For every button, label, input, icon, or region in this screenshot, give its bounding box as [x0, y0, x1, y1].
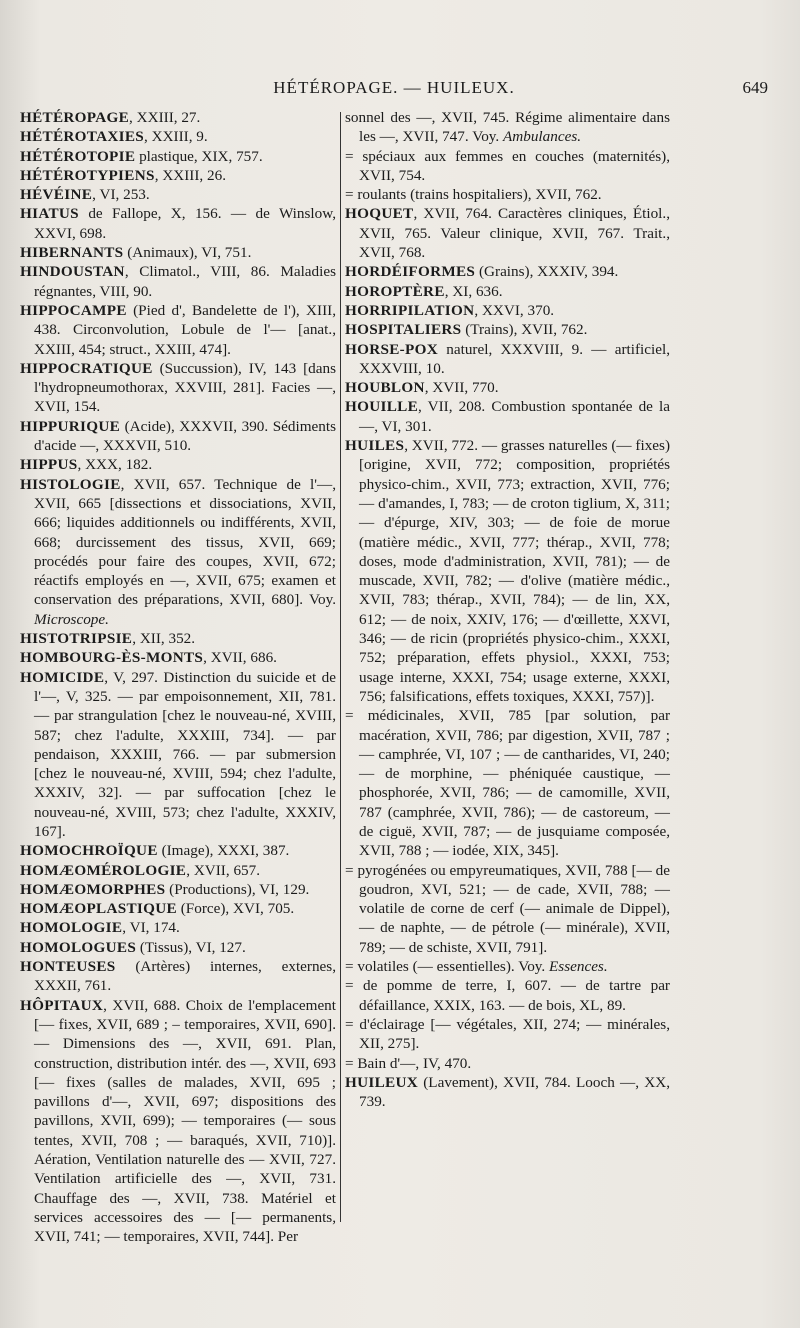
entry-text: (Succussion), IV, 143 [dans l'hydropneumothorax, XXVIII, 281]. Facies —, XVII, 154.	[34, 359, 336, 416]
entry-text: , VI, 174.	[122, 919, 180, 937]
page-header	[20, 78, 768, 100]
index-entry	[345, 397, 670, 436]
index-entry	[20, 861, 336, 880]
entry-headword: HOMICIDE	[20, 668, 105, 686]
entry-text: = spéciaux aux femmes en couches (maternités), XVII, 754.	[345, 147, 670, 184]
entry-text: (Artères) internes, externes, XXXII, 761.	[34, 958, 336, 995]
entry-text: , XI, 636.	[444, 282, 503, 300]
index-entry	[345, 320, 670, 339]
index-entry	[20, 880, 336, 899]
entry-text: , XVII, 686.	[203, 649, 277, 667]
page-number: 649	[742, 78, 768, 97]
index-entry	[20, 185, 336, 204]
index-entry	[345, 976, 670, 1015]
entry-text: , XII, 352.	[132, 630, 196, 648]
index-entry	[345, 1073, 670, 1112]
entry-text: = Bain d'—, IV, 470.	[345, 1054, 472, 1072]
index-entry	[20, 841, 336, 860]
entry-headword: HIPPURIQUE	[20, 417, 121, 435]
entry-headword: HORSE-POX	[345, 340, 438, 358]
entry-text: , V, 297. Distinction du suicide et de l'—, V, 325. — par empoisonnement, XII, 781. — par strangulation [chez le nouveau-né, XVIII, 587; chez l'adulte, XXXIII, 734]. — par pendaison, XXXIII, 766. — par submersion [chez le nouveau-né, XVIII, 594; chez l'adulte, XXXIV, 32]. — par suffocation [chez le nouveau-né, XVIII, 573; chez l'adulte, XXXIV, 167].	[34, 668, 336, 840]
index-entry	[20, 359, 336, 417]
index-entry	[345, 957, 670, 976]
entry-cross-reference: Microscope.	[34, 610, 109, 628]
entry-text: , XXIII, 26.	[154, 166, 226, 184]
entry-headword: HIATUS	[20, 205, 79, 223]
entry-headword: HUILEUX	[345, 1073, 418, 1091]
entry-headword: HÔPITAUX	[20, 996, 104, 1014]
index-entry	[20, 417, 336, 456]
entry-headword: HÉVÉINE	[20, 186, 93, 204]
entry-text: = médicinales, XVII, 785 [par solution, par macération, XVII, 786; par digestion, XVII, 787 ; — camphrée, VI, 107 ; — de cantharides, VI, 240; — de morphine, — phéniquée caustique, — phosphorée, XVII, 786; — de camomille, XVII, 787 (camphrée, XVII, 786); — de castoreum, — de ciguë, XVII, 787; — de jusquiame composée, XVII, 788 ; — iodée, XIX, 345].	[345, 707, 670, 860]
index-entry	[345, 1054, 670, 1073]
entry-text: , XVII, 657. Technique de l'—, XVII, 665 [dissections et dissociations, XVII, 666; liquides additionnels ou indifférents, XVII, 668; durcissement des tissus, XVII, 669; procédés pour faire des coupes, XVII, 672; réactifs employés en —, XVII, 675; examen et conservation des préparations, XVII, 680]. Voy.	[34, 475, 336, 609]
entry-headword: HÉTÉROPAGE	[20, 109, 130, 126]
entry-text: = d'éclairage [— végétales, XII, 274; — minérales, XII, 275].	[345, 1015, 670, 1053]
entry-headword: HOUILLE	[345, 398, 418, 416]
index-entry	[20, 996, 336, 1247]
entry-headword: HOMÆOMORPHES	[20, 880, 166, 898]
entry-cross-reference: Ambulances.	[503, 128, 582, 146]
entry-text: , XXIII, 9.	[144, 128, 208, 146]
entry-headword: HOROPTÈRE	[345, 282, 445, 300]
entry-headword: HIPPUS	[20, 456, 78, 474]
entry-text: plastique, XIX, 757.	[135, 147, 263, 165]
entry-text: de Fallope, X, 156. — de Winslow, XXVI, 698.	[34, 205, 336, 242]
entry-headword: HÉTÉROTOPIE	[20, 147, 136, 165]
index-entry	[20, 108, 336, 127]
index-entry	[345, 147, 670, 186]
entry-text: naturel, XXXVIII, 9. — artificiel, XXXVIII, 10.	[359, 340, 670, 377]
entry-cross-reference: Essences.	[549, 958, 608, 976]
entry-text: (Force), XVI, 705.	[176, 900, 295, 918]
entry-headword: HÉTÉROTAXIES	[20, 128, 145, 146]
index-entry	[20, 957, 336, 996]
running-head: HÉTÉROPAGE. — HUILEUX.	[273, 78, 515, 97]
entry-text: , XXIII, 27.	[129, 109, 201, 126]
entry-text: (Tissus), VI, 127.	[136, 938, 246, 956]
index-entry	[20, 899, 336, 918]
entry-text: , VII, 208. Combustion spontanée de la —, VI, 301.	[359, 398, 670, 435]
entry-text: (Lavement), XVII, 784. Looch —, XX, 739.	[359, 1073, 670, 1111]
index-entry	[345, 185, 670, 204]
entry-headword: HOMOCHROÏQUE	[20, 842, 158, 860]
entry-text: , XVII, 688. Choix de l'emplacement [— fixes, XVII, 689 ; – temporaires, XVII, 690]. — Dimensions des —, XVII, 691. Plan, construction, distribution intér. des —, XVII, 693 [— fixes (salles de malades, XVII, 695 ; pavillons d'—, XVII, 697; dispositions des pavillons, XVII, 699); — temporaires (— sous tentes, XVII, 708 ; — baraqués, XVII, 710)]. Aération, Ventilation naturelle des — XVII, 727. Ventilation artificielle des —, XVII, 731. Chauffage des —, XVII, 738. Matériel et services accessoires des — [— permanents, XVII, 741; — temporaires, XVII, 744]. Per	[34, 996, 336, 1246]
index-entry	[20, 648, 336, 667]
index-entry	[345, 1015, 670, 1054]
index-entry	[20, 629, 336, 648]
index-entry	[20, 262, 336, 301]
index-entry	[345, 108, 670, 147]
entry-headword: HOSPITALIERS	[345, 321, 462, 339]
entry-text: = de pomme de terre, I, 607. — de tartre par défaillance, XXIX, 163. — de bois, XL, 89.	[345, 977, 670, 1014]
entry-text: (Pied d', Bandelette de l'), XIII, 438. Circonvolution, Lobule de l'— [anat., XXIII, 454; struct., XXIII, 474].	[34, 301, 336, 358]
index-entry	[20, 301, 336, 359]
entry-text: , Climatol., VIII, 86. Maladies régnantes, VIII, 90.	[34, 263, 336, 300]
entry-text: , XVII, 764. Caractères cliniques, Étiol., XVII, 765. Valeur clinique, XVII, 767. Trait., XVII, 768.	[359, 205, 670, 262]
entry-text: (Trains), XVII, 762.	[461, 321, 588, 339]
entry-headword: HÉTÉROTYPIENS	[20, 166, 155, 184]
entry-text: , VI, 253.	[92, 186, 150, 204]
entry-headword: HOMÆOPLASTIQUE	[20, 900, 177, 918]
entry-text: (Acide), XXXVII, 390. Sédiments d'acide —, XXXVII, 510.	[34, 417, 336, 455]
entry-text: , XVII, 772. — grasses naturelles (— fixes) [origine, XVII, 772; composition, propriétés physico-chim., XVII, 773; extraction, XVII, 776; — d'amandes, I, 783; — de croton tiglium, X, 311; — d'épurge, XIV, 303; — de foie de morue (matière médic., XVII, 777; thérap., XVII, 778; doses, mode d'administration, XVII, 781); — de muscade, XVII, 782; — d'olive (matière médic., XVII, 783; thérap., XVII, 784); — de lin, XX, 612; — de noix, XXIV, 176; — d'œillette, XXVI, 346; — de ricin (propriétés physico-chim., XXXI, 752; préparation, effets physiol., XXXI, 753; usage interne, XXXI, 754; usage externe, XXXI, 756; falsifications, effets toxiques, XXXI, 757)].	[359, 437, 670, 705]
index-entry	[345, 301, 670, 320]
entry-headword: HIBERNANTS	[20, 244, 124, 262]
entry-headword: HIPPOCAMPE	[20, 301, 127, 319]
entry-text: = pyrogénées ou empyreumatiques, XVII, 788 [— de goudron, XVI, 521; — de cade, XVII, 788; — volatile de corne de cerf (— animale de Dippel), — de naphte, — de pétrole (— minérale), XVII, 789; — de schiste, XVII, 791].	[345, 861, 670, 956]
entry-headword: HISTOTRIPSIE	[20, 630, 133, 648]
entry-text: = roulants (trains hospitaliers), XVII, 762.	[345, 186, 602, 204]
index-entry	[345, 282, 670, 301]
entry-headword: HOMOLOGIE	[20, 919, 123, 937]
right-column	[345, 108, 670, 1111]
entry-text: sonnel des —, XVII, 745. Régime alimentaire dans les —, XVII, 747. Voy.	[345, 109, 670, 146]
entry-headword: HOUBLON	[345, 379, 425, 397]
entry-headword: HOMBOURG-ÈS-MONTS	[20, 649, 204, 667]
entry-headword: HUILES	[345, 437, 405, 455]
index-entry	[345, 340, 670, 379]
entry-headword: HISTOLOGIE	[20, 475, 121, 493]
index-entry	[20, 127, 336, 146]
index-entry	[20, 918, 336, 937]
index-entry	[345, 436, 670, 706]
entry-headword: HORRIPILATION	[345, 301, 475, 319]
left-column	[20, 108, 336, 1247]
entry-text: = volatiles (— essentielles). Voy.	[345, 958, 550, 976]
index-entry	[20, 166, 336, 185]
index-entry	[20, 668, 336, 842]
entry-text: (Productions), VI, 129.	[165, 880, 310, 898]
index-entry	[20, 243, 336, 262]
index-entry	[20, 475, 336, 629]
index-entry	[345, 204, 670, 262]
entry-headword: HORDÉIFORMES	[345, 263, 476, 281]
entry-headword: HINDOUSTAN	[20, 263, 125, 281]
entry-headword: HOMÆOMÉROLOGIE	[20, 861, 187, 879]
entry-headword: HIPPOCRATIQUE	[20, 359, 153, 377]
entry-text: , XXX, 182.	[77, 456, 153, 474]
index-entry	[20, 455, 336, 474]
index-entry	[345, 378, 670, 397]
entry-text: (Image), XXXI, 387.	[157, 842, 290, 860]
column-divider	[340, 112, 341, 1222]
entry-headword: HOMOLOGUES	[20, 938, 137, 956]
entry-text: , XXVI, 370.	[474, 301, 555, 319]
index-entry	[20, 204, 336, 243]
entry-text: (Grains), XXXIV, 394.	[475, 263, 619, 281]
index-entry	[20, 938, 336, 957]
index-entry	[20, 147, 336, 166]
index-entry	[345, 706, 670, 860]
entry-text: , XVII, 657.	[186, 861, 261, 879]
entry-text: , XVII, 770.	[424, 379, 499, 397]
index-entry	[345, 861, 670, 957]
index-entry	[345, 262, 670, 281]
entry-text: (Animaux), VI, 751.	[123, 244, 252, 262]
entry-headword: HONTEUSES	[20, 958, 116, 976]
entry-headword: HOQUET	[345, 205, 414, 223]
